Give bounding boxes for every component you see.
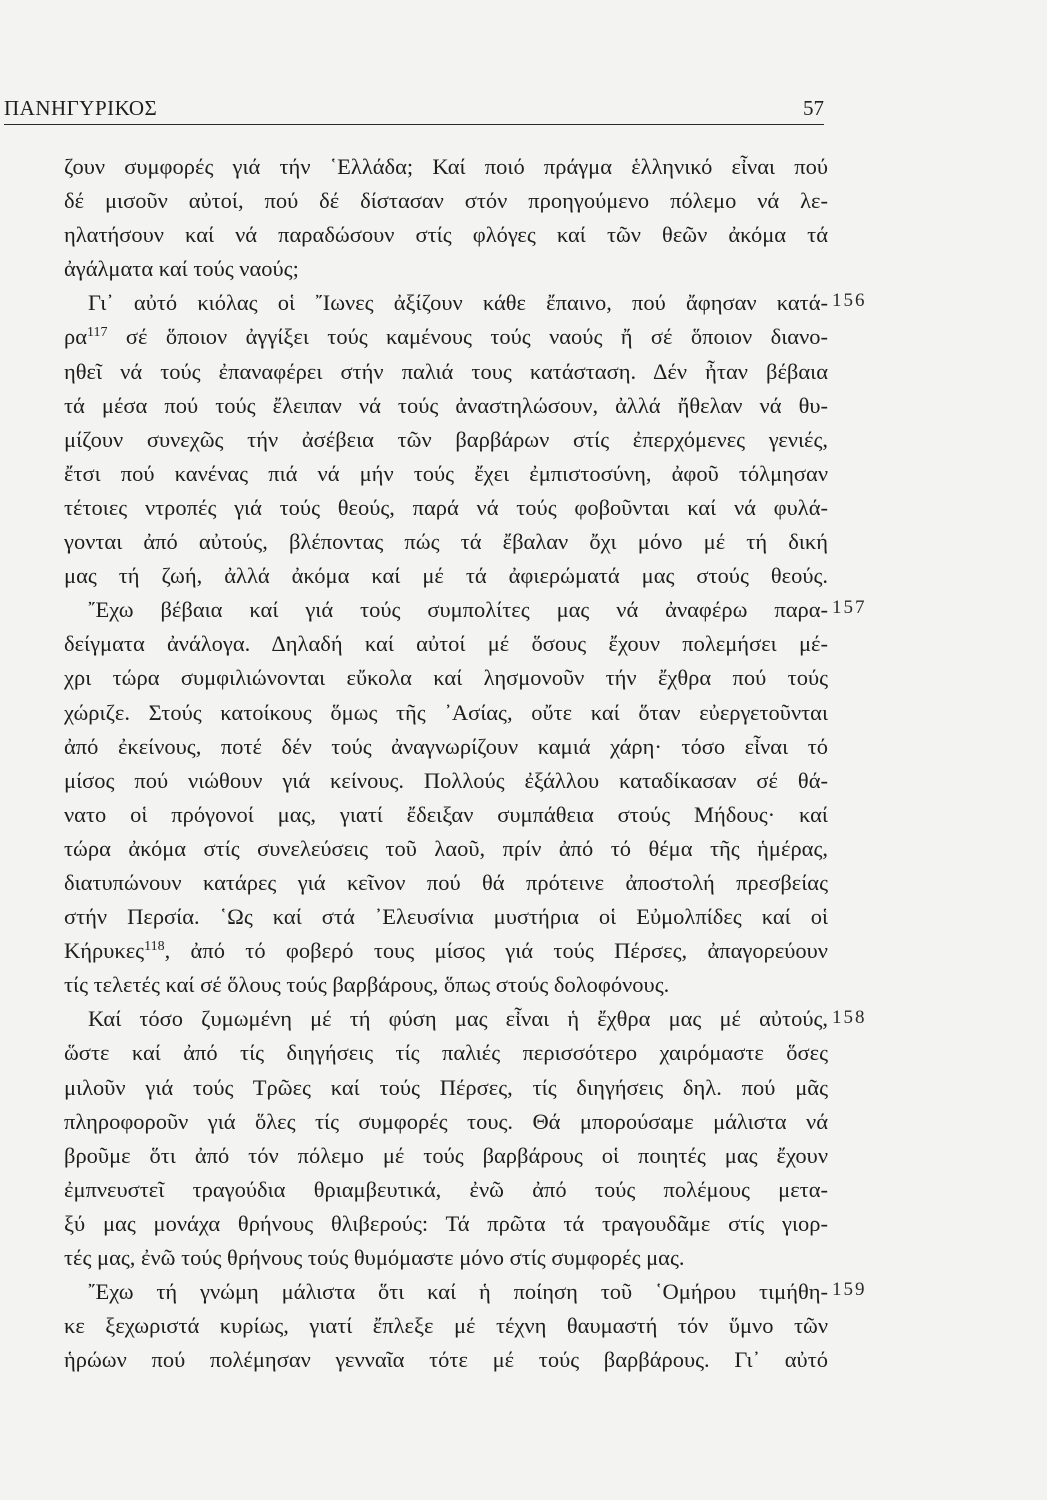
section-number: 159 [832, 1279, 867, 1301]
line-text: δέ μισοῦν αὐτοί, πού δέ δίστασαν στόν προηγούμενο πόλεμο νά λε- [64, 188, 828, 214]
text-line [64, 389, 828, 423]
line-text: πληροφοροῦν γιά ὅλες τίς συμφορές τους. Θά μπορούσαμε μάλιστα νά [64, 1108, 828, 1134]
section-number: 156 [832, 290, 867, 312]
line-text: νατο οἱ πρόγονοί μας, γιατί ἔδειξαν συμπάθεια στούς Μήδους· καί [64, 801, 828, 827]
line-text: στήν Περσία. ῾Ως καί στά ᾿Ελευσίνια μυστήρια οἱ Εὐμολπίδες καί οἱ [64, 904, 828, 930]
footnote-reference: 118 [144, 939, 165, 955]
line-text: μιλοῦν γιά τούς Τρῶες καί τούς Πέρσες, τίς διηγήσεις δηλ. πού μᾶς [64, 1074, 828, 1100]
line-text: διατυπώνουν κατάρες γιά κεῖνον πού θά πρότεινε ἀποστολή πρεσβείας [64, 869, 828, 895]
line-text: Καί τόσο ζυμωμένη μέ τή φύση μας εἶναι ἡ ἔχθρα μας μέ αὐτούς, [88, 1006, 828, 1032]
header-rule [4, 124, 824, 125]
line-text: ηθεῖ νά τούς ἐπαναφέρει στήν παλιά τους κατάσταση. Δέν ἦταν βέβαια [64, 358, 828, 384]
line-text: γονται ἀπό αὐτούς, βλέποντας πώς τά ἔβαλαν ὄχι μόνο μέ τή δική [64, 529, 828, 555]
body-text [64, 150, 828, 1377]
text-line [64, 1071, 828, 1105]
text-line [64, 627, 828, 661]
text-line [64, 968, 828, 1002]
line-text-continued: σέ ὅποιον ἀγγίξει τούς καμένους τούς ναούς ἤ σέ ὅποιον διανο- [107, 324, 828, 350]
line-text: μίσος πού νιώθουν γιά κείνους. Πολλούς ἐξάλλου καταδίκασαν σέ θά- [64, 767, 828, 793]
line-text: ηλατήσουν καί νά παραδώσουν στίς φλόγες καί τῶν θεῶν ἀκόμα τά [64, 222, 828, 248]
running-header [4, 96, 824, 126]
section-number: 157 [832, 597, 867, 619]
text-line [64, 355, 828, 389]
text-line [64, 593, 828, 627]
text-line [64, 900, 828, 934]
line-text: ἀγάλματα καί τούς ναούς; [64, 256, 299, 282]
text-line [64, 1343, 828, 1377]
text-line [64, 1309, 828, 1343]
text-line [64, 1105, 828, 1139]
line-text: ἔτσι πού κανένας πιά νά μήν τούς ἔχει ἐμπιστοσύνη, ἀφοῦ τόλμησαν [64, 460, 828, 486]
text-line [64, 764, 828, 798]
line-text-continued: , ἀπό τό φοβερό τους μίσος γιά τούς Πέρσες, ἀπαγορεύουν [164, 938, 828, 964]
line-text: ζουν συμφορές γιά τήν ῾Ελλάδα; Καί ποιό πράγμα ἑλληνικό εἶναι πού [64, 154, 828, 179]
text-line [64, 286, 828, 320]
line-text: ῎Εχω βέβαια καί γιά τούς συμπολίτες μας νά ἀναφέρω παρα- [88, 597, 828, 623]
line-text: κε ξεχωριστά κυρίως, γιατί ἔπλεξε μέ τέχνη θαυμαστή τόν ὕμνο τῶν [64, 1313, 828, 1339]
line-text: τές μας, ἐνῶ τούς θρήνους τούς θυμόμαστε μόνο στίς συμφορές μας. [64, 1245, 685, 1270]
line-text: Κήρυκες [64, 938, 145, 964]
line-text: τά μέσα πού τούς ἔλειπαν νά τούς ἀναστηλώσουν, ἀλλά ἤθελαν νά θυ- [64, 392, 828, 418]
text-line [64, 457, 828, 491]
line-text: δείγματα ἀνάλογα. Δηλαδή καί αὐτοί μέ ὅσους ἔχουν πολεμήσει μέ- [64, 631, 828, 657]
text-line [64, 1275, 828, 1309]
text-line [64, 559, 828, 593]
text-line [64, 525, 828, 559]
text-line [64, 184, 828, 218]
text-line [64, 252, 828, 286]
text-line [64, 1002, 828, 1036]
line-text: Γι᾿ αὐτό κιόλας οἱ ῎Ιωνες ἀξίζουν κάθε ἔπαινο, πού ἄφησαν κατά- [88, 290, 828, 316]
text-line [64, 866, 828, 900]
text-line [64, 730, 828, 764]
text-line [64, 1139, 828, 1173]
section-number: 158 [832, 1006, 867, 1028]
line-text: τέτοιες ντροπές γιά τούς θεούς, παρά νά τούς φοβοῦνται καί νά φυλά- [64, 494, 828, 520]
line-text: βροῦμε ὅτι ἀπό τόν πόλεμο μέ τούς βαρβάρους οἱ ποιητές μας ἔχουν [64, 1142, 828, 1168]
footnote-reference: 117 [87, 325, 108, 341]
line-text: μίζουν συνεχῶς τήν ἀσέβεια τῶν βαρβάρων στίς ἐπερχόμενες γενιές, [64, 426, 828, 452]
line-text: τίς τελετές καί σέ ὅλους τούς βαρβάρους, ὅπως στούς δολοφόνους. [64, 972, 670, 998]
text-line [64, 661, 828, 695]
line-text: ὥστε καί ἀπό τίς διηγήσεις τίς παλιές περισσότερο χαιρόμαστε ὅσες [64, 1040, 828, 1066]
line-text: ρα [64, 324, 88, 350]
text-line [64, 218, 828, 252]
text-line [64, 696, 828, 730]
line-text: ἀπό ἐκείνους, ποτέ δέν τούς ἀναγνωρίζουν καμιά χάρη· τόσο εἶναι τό [64, 733, 828, 759]
text-line [64, 1036, 828, 1070]
line-text: ῎Εχω τή γνώμη μάλιστα ὅτι καί ἡ ποίηση τοῦ ῾Ομήρου τιμήθη- [88, 1279, 828, 1305]
line-text: τώρα ἀκόμα στίς συνελεύσεις τοῦ λαοῦ, πρίν ἀπό τό θέμα τῆς ἡμέρας, [64, 835, 828, 861]
text-line [64, 832, 828, 866]
line-text: χώριζε. Στούς κατοίκους ὅμως τῆς ᾿Ασίας, οὔτε καί ὅταν εὐεργετοῦνται [64, 699, 828, 725]
text-line [64, 1241, 828, 1275]
line-text: μας τή ζωή, ἀλλά ἀκόμα καί μέ τά ἀφιερώματά μας στούς θεούς. [64, 563, 828, 589]
text-line [64, 1173, 828, 1207]
line-text: ἐμπνευστεῖ τραγούδια θριαμβευτικά, ἐνῶ ἀπό τούς πολέμους μετα- [64, 1176, 828, 1202]
running-title: ΠΑΝΗΓΥΡΙΚΟΣ [4, 96, 158, 120]
text-line [64, 423, 828, 457]
text-line [64, 491, 828, 525]
text-line [64, 320, 828, 354]
text-line [64, 798, 828, 832]
text-line [64, 1207, 828, 1241]
line-text: ξύ μας μονάχα θρήνους θλιβερούς: Τά πρῶτα τά τραγουδᾶμε στίς γιορ- [64, 1210, 828, 1236]
line-text: χρι τώρα συμφιλιώνονται εὔκολα καί λησμονοῦν τήν ἔχθρα πού τούς [64, 665, 828, 691]
text-line [64, 934, 828, 968]
text-line [64, 150, 828, 184]
line-text: ἡρώων πού πολέμησαν γενναῖα τότε μέ τούς βαρβάρους. Γι᾿ αὐτό [64, 1347, 828, 1373]
page-number: 57 [803, 96, 824, 120]
